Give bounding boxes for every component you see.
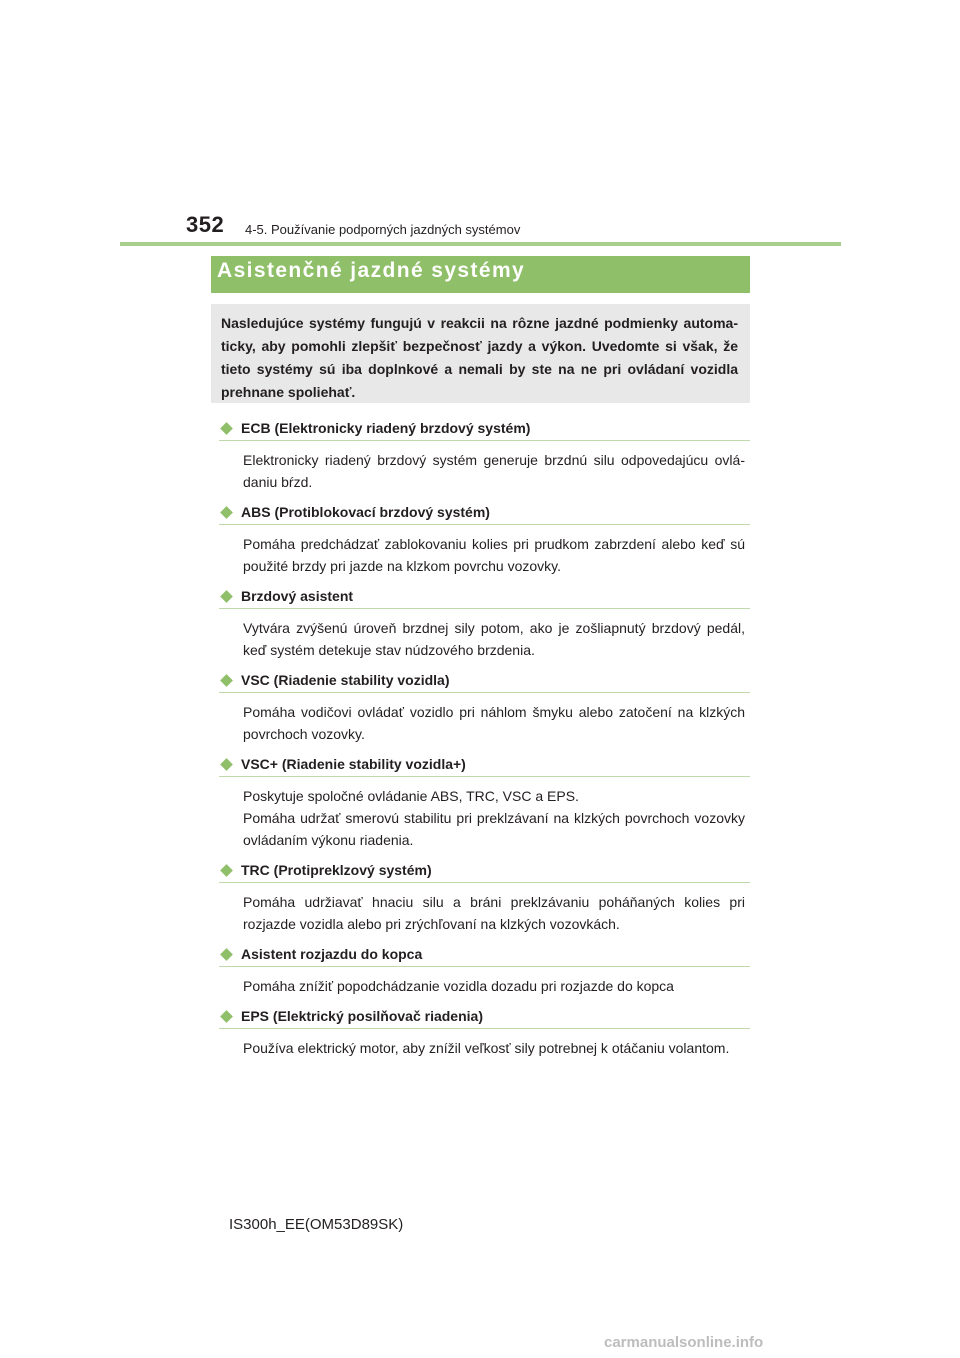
system-item [219, 585, 750, 661]
diamond-bullet-icon [220, 506, 233, 519]
description-paragraph: Pomáha udržať smerovú stabilitu pri preklzávaní na klzkých povrchoch vozovky ovládaním výkonu riadenia. [243, 810, 745, 848]
system-item-heading [219, 943, 750, 967]
section-title: 4-5. Používanie podporných jazdných systémov [245, 222, 521, 237]
diamond-bullet-icon [220, 864, 233, 877]
system-item-title: TRC (Protipreklzový systém) [241, 862, 432, 878]
title-banner [211, 256, 750, 293]
system-item-title: VSC+ (Riadenie stability vozidla+) [241, 756, 466, 772]
system-item-description [243, 975, 745, 997]
system-item [219, 1005, 750, 1059]
system-item-heading [219, 859, 750, 883]
diamond-bullet-icon [220, 674, 233, 687]
system-item-heading [219, 417, 750, 441]
diamond-bullet-icon [220, 422, 233, 435]
diamond-bullet-icon [220, 590, 233, 603]
document-code: IS300h_EE(OM53D89SK) [229, 1216, 404, 1233]
description-paragraph: Pomáha predchádzať zablokovaniu kolies pri prudkom zabrzdení alebo keď sú použité brzdy pri jazde na klzkom povrchu vozovky. [243, 536, 745, 574]
description-paragraph: Pomáha vodičovi ovládať vozidlo pri náhlom šmyku alebo zatočení na klzkých povrchoch vozovky. [243, 704, 745, 742]
system-item-title: EPS (Elektrický posilňovač riadenia) [241, 1008, 483, 1024]
system-item-description [243, 701, 745, 745]
system-list [219, 417, 750, 1067]
description-paragraph: Poskytuje spoločné ovládanie ABS, TRC, VSC a EPS. [243, 788, 579, 804]
system-item-heading [219, 669, 750, 693]
system-item [219, 859, 750, 935]
diamond-bullet-icon [220, 758, 233, 771]
system-item-title: Asistent rozjazdu do kopca [241, 946, 423, 962]
system-item-title: ECB (Elektronicky riadený brzdový systém) [241, 420, 531, 436]
system-item-heading [219, 501, 750, 525]
system-item-description [243, 1037, 745, 1059]
description-paragraph: Vytvára zvýšenú úroveň brzdnej sily potom, ako je zošliapnutý brzdový pedál, keď systém detekuje stav núdzového brzdenia. [243, 620, 745, 658]
system-item-heading [219, 1005, 750, 1029]
page-number: 352 [186, 212, 225, 237]
page-title: Asistenčné jazdné systémy [217, 259, 526, 282]
description-paragraph: Pomáha znížiť popodchádzanie vozidla dozadu pri rozjazde do kopca [243, 978, 674, 994]
system-item-title: ABS (Protiblokovací brzdový systém) [241, 504, 490, 520]
system-item-description [243, 617, 745, 661]
system-item-title: VSC (Riadenie stability vozidla) [241, 672, 450, 688]
diamond-bullet-icon [220, 948, 233, 961]
system-item-heading [219, 585, 750, 609]
system-item-heading [219, 753, 750, 777]
watermark: carmanualsonline.info [604, 1334, 764, 1351]
description-paragraph: Používa elektrický motor, aby znížil veľkosť sily potrebnej k otáčaniu volantom. [243, 1040, 730, 1056]
header-rule [120, 242, 841, 246]
system-item-description [243, 891, 745, 935]
system-item-description [243, 785, 745, 851]
system-item [219, 753, 750, 851]
intro-box [211, 304, 750, 403]
system-item-description [243, 533, 745, 577]
diamond-bullet-icon [220, 1010, 233, 1023]
description-paragraph: Pomáha udržiavať hnaciu silu a bráni preklzávaniu poháňaných kolies pri rozjazde vozidla alebo pri zrýchľovaní na klzkých vozovkách. [243, 894, 745, 932]
system-item [219, 669, 750, 745]
system-item [219, 417, 750, 493]
system-item-title: Brzdový asistent [241, 588, 354, 604]
description-paragraph: Elektronicky riadený brzdový systém generuje brzdnú silu odpovedajúcu ovládaniu bŕzd. [243, 452, 745, 490]
system-item [219, 501, 750, 577]
intro-text: Nasledujúce systémy fungujú v reakcii na rôzne jazdné podmienky automaticky, aby pomohli zlepšiť bezpečnosť jazdy a výkon. Uvedomte si však, že tieto systémy sú iba doplnkové a nemali by ste na ne pri ovládaní vozidla prehnane spoliehať. [221, 315, 738, 400]
system-item [219, 943, 750, 997]
system-item-description [243, 449, 745, 493]
